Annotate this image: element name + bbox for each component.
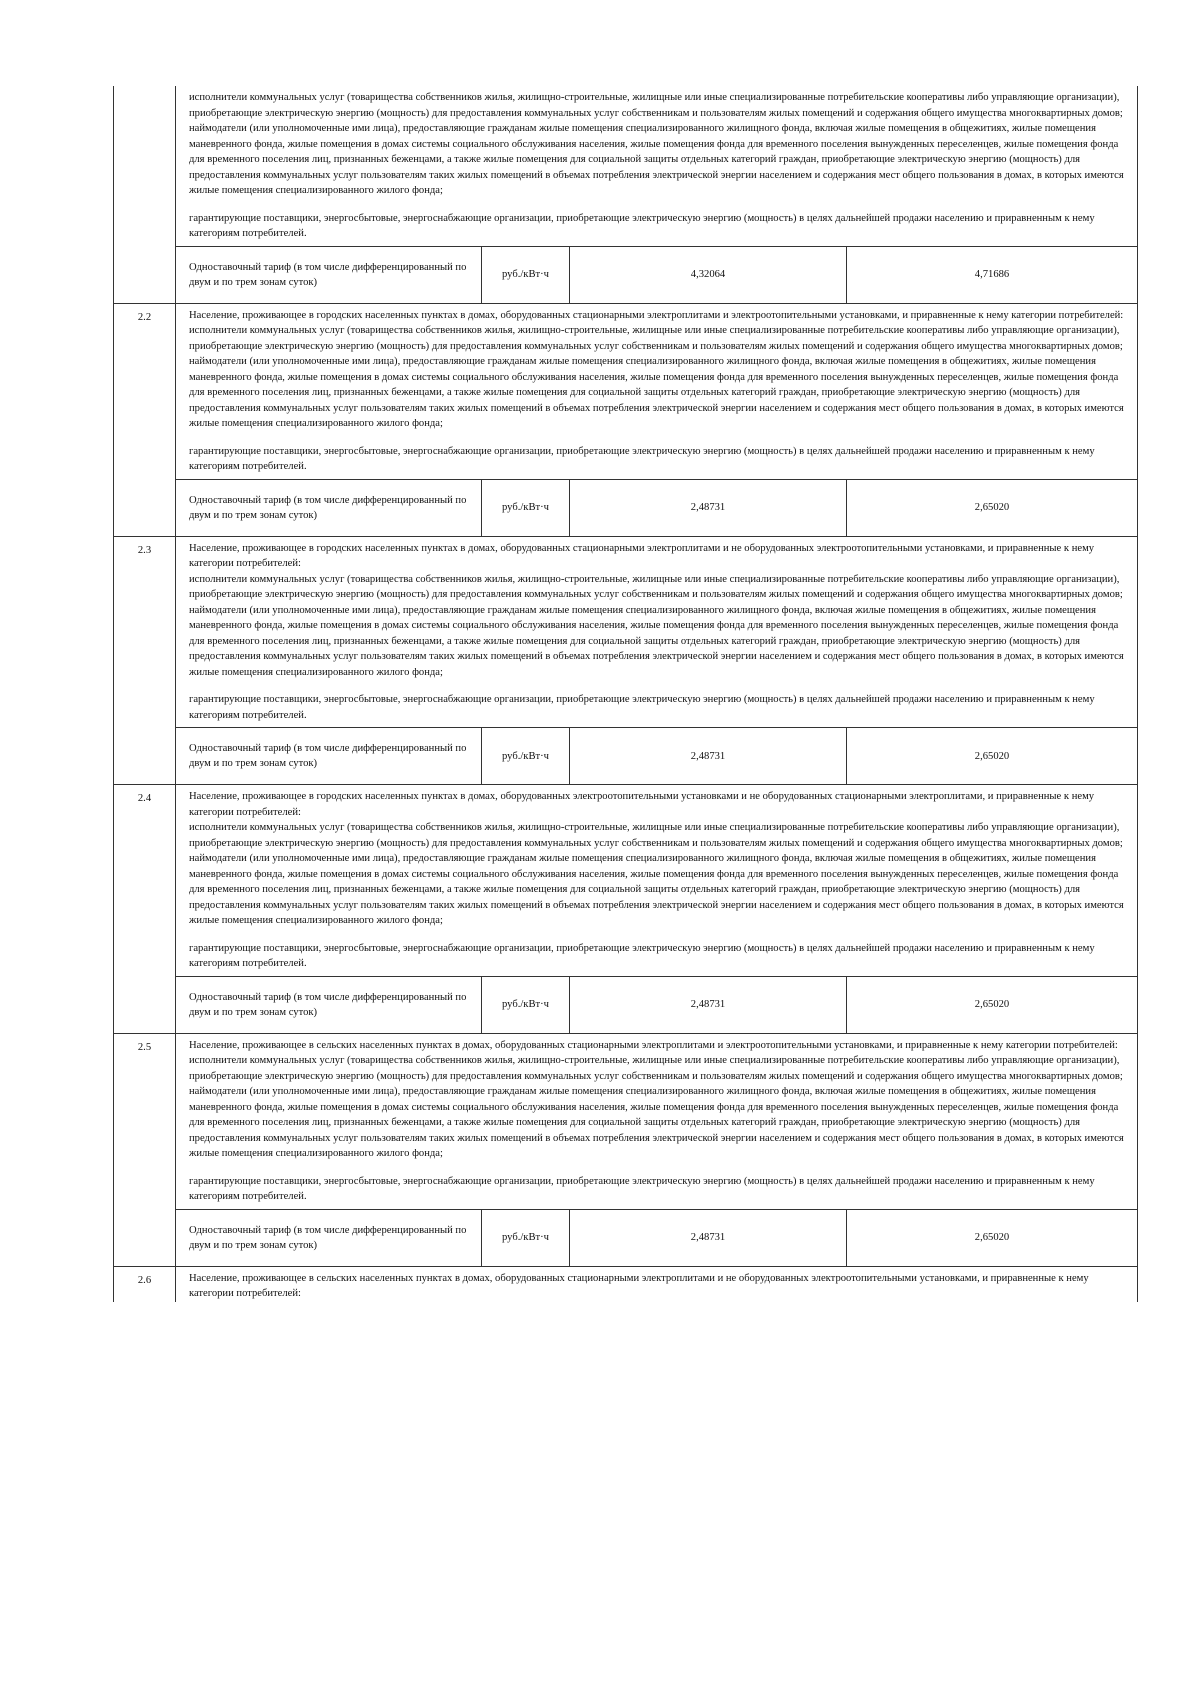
row-number: 2.2 <box>114 304 176 536</box>
row-content <box>176 785 1137 1033</box>
table-row <box>114 1033 1137 1266</box>
tariff-value-1: 2,48731 <box>570 480 847 536</box>
tariff-unit: руб./кВт·ч <box>482 977 570 1033</box>
table-row <box>114 784 1137 1033</box>
row-heading: Население, проживающее в городских населенных пунктах в домах, оборудованных электроотопительными установками и не оборудованных стационарными электроплитами, и приравненные к нему категории потребителей: <box>189 791 1095 818</box>
row-number: 2.5 <box>114 1034 176 1266</box>
tariff-value-1: 2,48731 <box>570 977 847 1033</box>
landlords-text: наймодатели (или уполномоченные ими лица), предоставляющие гражданам жилые помещения специализированного жилищного фонда, включая жилые помещения в общежитиях, жилые помещения маневренного фонда, жилые помещения в домах системы социального обслуживания населения, жилые помещения фонда для временного поселения вынужденных переселенцев, жилые помещения фонда для временного поселения лиц, признанных беженцами, а также жилые помещения для социальной защиты отдельных категорий граждан, приобретающие электрическую энергию (мощность) для предоставления коммунальных услуг пользователям таких жилых помещений в объемах потребления электрической энергии населением и содержания мест общего пользования в домах, в которых имеются жилые помещения специализированного жилого фонда; <box>189 1086 1124 1159</box>
tariff-value-1: 2,48731 <box>570 728 847 784</box>
tariff-value-1: 4,32064 <box>570 247 847 303</box>
executors-text: исполнители коммунальных услуг (товарищества собственников жилья, жилищно-строительные, жилищные или иные специализированные потребительские кооперативы либо управляющие организации), приобретающие электрическую энергию (мощность) для предоставления коммунальных услуг собственникам и пользователям жилых помещений и содержания общего имущества многоквартирных домов; <box>189 325 1123 352</box>
tariff-row <box>176 976 1137 1033</box>
row-heading: Население, проживающее в городских населенных пунктах в домах, оборудованных стационарными электроплитами и не оборудованных электроотопительными установками, и приравненные к нему категории потребителей: <box>189 542 1095 569</box>
tariff-value-2: 2,65020 <box>974 502 1010 513</box>
tariff-name: Одноставочный тариф (в том числе дифференцированный по двум и по трем зонам суток) <box>176 247 482 303</box>
row-content <box>176 304 1137 536</box>
row-number: 2.6 <box>114 1267 176 1302</box>
tariff-value-1: 2,48731 <box>570 1210 847 1266</box>
tariff-unit: руб./кВт·ч <box>482 247 570 303</box>
guarantors-text: гарантирующие поставщики, энергосбытовые, энергоснабжающие организации, приобретающие электрическую энергию (мощность) в целях дальнейшей продажи населению и приравненным к нему категориям потребителей. <box>189 694 1095 721</box>
tariff-value-2: 2,65020 <box>974 750 1010 762</box>
guarantors-text: гарантирующие поставщики, энергосбытовые, энергоснабжающие организации, приобретающие электрическую энергию (мощность) в целях дальнейшей продажи населению и приравненным к нему категориям потребителей. <box>189 445 1095 472</box>
tariff-name: Одноставочный тариф (в том числе дифференцированный по двум и по трем зонам суток) <box>176 1210 482 1266</box>
row-number: 2.3 <box>114 537 176 785</box>
tariff-row <box>176 1209 1137 1266</box>
landlords-text: наймодатели (или уполномоченные ими лица), предоставляющие гражданам жилые помещения специализированного жилищного фонда, включая жилые помещения в общежитиях, жилые помещения маневренного фонда, жилые помещения в домах системы социального обслуживания населения, жилые помещения фонда для временного поселения вынужденных переселенцев, жилые помещения фонда для временного поселения лиц, признанных беженцами, а также жилые помещения для социальной защиты отдельных категорий граждан, приобретающие электрическую энергию (мощность) для предоставления коммунальных услуг пользователям таких жилых помещений в объемах потребления электрической энергии населением и содержания мест общего пользования в домах, в которых имеются жилые помещения специализированного жилого фонда; <box>189 853 1124 926</box>
row-heading: Население, проживающее в городских населенных пунктах в домах, оборудованных стационарными электроплитами и электроотопительными установками, и приравненные к нему категории потребителей: <box>189 309 1124 321</box>
row-content <box>176 1034 1137 1266</box>
tariff-row <box>176 727 1137 784</box>
tariff-row <box>176 479 1137 536</box>
tariff-unit: руб./кВт·ч <box>482 728 570 784</box>
tariff-name: Одноставочный тариф (в том числе дифференцированный по двум и по трем зонам суток) <box>176 480 482 536</box>
table-row <box>114 86 1137 303</box>
table-row <box>114 1266 1137 1302</box>
guarantors-text: гарантирующие поставщики, энергосбытовые, энергоснабжающие организации, приобретающие электрическую энергию (мощность) в целях дальнейшей продажи населению и приравненным к нему категориям потребителей. <box>189 942 1095 969</box>
row-number: 2.4 <box>114 785 176 1033</box>
tariff-value-2: 2,65020 <box>974 1232 1010 1243</box>
executors-text: исполнители коммунальных услуг (товарищества собственников жилья, жилищно-строительные, жилищные или иные специализированные потребительские кооперативы либо управляющие организации), приобретающие электрическую энергию (мощность) для предоставления коммунальных услуг собственникам и пользователям жилых помещений и содержания общего имущества многоквартирных домов; <box>189 822 1123 849</box>
tariff-unit: руб./кВт·ч <box>482 480 570 536</box>
guarantors-text: гарантирующие поставщики, энергосбытовые, энергоснабжающие организации, приобретающие электрическую энергию (мощность) в целях дальнейшей продажи населению и приравненным к нему категориям потребителей. <box>189 1175 1095 1202</box>
tariff-value-2: 2,65020 <box>974 999 1010 1010</box>
table-row <box>114 303 1137 536</box>
tariff-name: Одноставочный тариф (в том числе дифференцированный по двум и по трем зонам суток) <box>176 728 482 784</box>
tariff-unit: руб./кВт·ч <box>482 1210 570 1266</box>
executors-text: исполнители коммунальных услуг (товарищества собственников жилья, жилищно-строительные, жилищные или иные специализированные потребительские кооперативы либо управляющие организации), приобретающие электрическую энергию (мощность) для предоставления коммунальных услуг собственникам и пользователям жилых помещений и содержания общего имущества многоквартирных домов; <box>189 92 1123 119</box>
row-content <box>176 86 1137 303</box>
guarantors-text: гарантирующие поставщики, энергосбытовые, энергоснабжающие организации, приобретающие электрическую энергию (мощность) в целях дальнейшей продажи населению и приравненным к нему категориям потребителей. <box>189 212 1095 239</box>
tariff-name: Одноставочный тариф (в том числе дифференцированный по двум и по трем зонам суток) <box>176 977 482 1033</box>
tariff-value-2: 4,71686 <box>974 269 1010 280</box>
row-content <box>176 537 1137 785</box>
landlords-text: наймодатели (или уполномоченные ими лица), предоставляющие гражданам жилые помещения специализированного жилищного фонда, включая жилые помещения в общежитиях, жилые помещения маневренного фонда, жилые помещения в домах системы социального обслуживания населения, жилые помещения фонда для временного поселения вынужденных переселенцев, жилые помещения фонда для временного поселения лиц, признанных беженцами, а также жилые помещения для социальной защиты отдельных категорий граждан, приобретающие электрическую энергию (мощность) для предоставления коммунальных услуг пользователям таких жилых помещений в объемах потребления электрической энергии населением и содержания мест общего пользования в домах, в которых имеются жилые помещения специализированного жилого фонда; <box>189 123 1124 196</box>
tariff-table <box>113 86 1138 1302</box>
table-row <box>114 536 1137 785</box>
tariff-row <box>176 246 1137 303</box>
row-heading: Население, проживающее в сельских населенных пунктах в домах, оборудованных стационарными электроплитами и электроотопительными установками, и приравненные к нему категории потребителей: <box>189 1039 1118 1051</box>
row-number <box>114 86 176 303</box>
landlords-text: наймодатели (или уполномоченные ими лица), предоставляющие гражданам жилые помещения специализированного жилищного фонда, включая жилые помещения в общежитиях, жилые помещения маневренного фонда, жилые помещения в домах системы социального обслуживания населения, жилые помещения фонда для временного поселения вынужденных переселенцев, жилые помещения фонда для временного поселения лиц, признанных беженцами, а также жилые помещения для социальной защиты отдельных категорий граждан, приобретающие электрическую энергию (мощность) для предоставления коммунальных услуг пользователям таких жилых помещений в объемах потребления электрической энергии населением и содержания мест общего пользования в домах, в которых имеются жилые помещения специализированного жилого фонда; <box>189 356 1124 429</box>
row-heading: Население, проживающее в сельских населенных пунктах в домах, оборудованных стационарными электроплитами и не оборудованных электроотопительными установками, и приравненные к нему категории потребителей: <box>189 1272 1089 1299</box>
row-content <box>176 1267 1137 1302</box>
executors-text: исполнители коммунальных услуг (товарищества собственников жилья, жилищно-строительные, жилищные или иные специализированные потребительские кооперативы либо управляющие организации), приобретающие электрическую энергию (мощность) для предоставления коммунальных услуг собственникам и пользователям жилых помещений и содержания общего имущества многоквартирных домов; <box>189 1055 1123 1082</box>
landlords-text: наймодатели (или уполномоченные ими лица), предоставляющие гражданам жилые помещения специализированного жилищного фонда, включая жилые помещения в общежитиях, жилые помещения маневренного фонда, жилые помещения в домах системы социального обслуживания населения, жилые помещения фонда для временного поселения вынужденных переселенцев, жилые помещения фонда для временного поселения лиц, признанных беженцами, а также жилые помещения для социальной защиты отдельных категорий граждан, приобретающие электрическую энергию (мощность) для предоставления коммунальных услуг пользователям таких жилых помещений в объемах потребления электрической энергии населением и содержания мест общего пользования в домах, в которых имеются жилые помещения специализированного жилого фонда; <box>189 604 1124 678</box>
executors-text: исполнители коммунальных услуг (товарищества собственников жилья, жилищно-строительные, жилищные или иные специализированные потребительские кооперативы либо управляющие организации), приобретающие электрическую энергию (мощность) для предоставления коммунальных услуг собственникам и пользователям жилых помещений и содержания общего имущества многоквартирных домов; <box>189 573 1123 600</box>
